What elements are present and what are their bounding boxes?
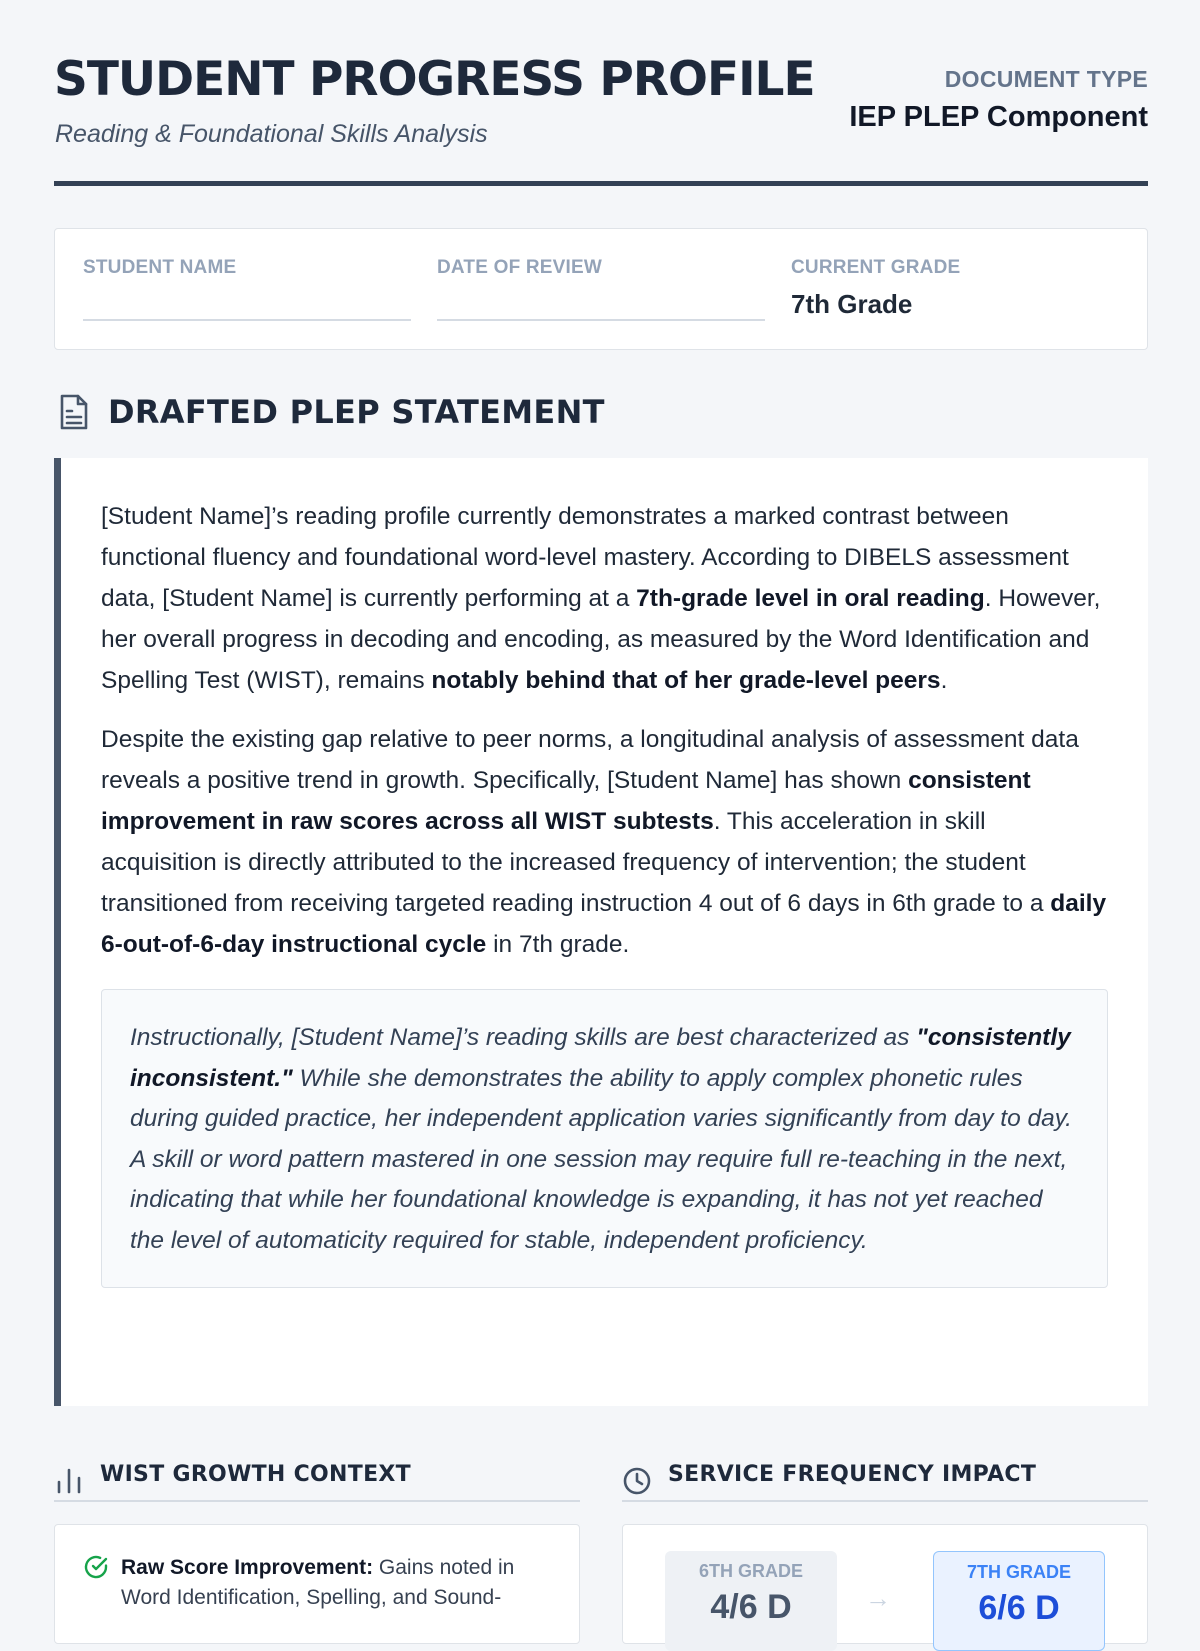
student-name-input-line[interactable] — [83, 291, 411, 321]
plep-section-heading — [54, 392, 605, 432]
document-type-value: IEP PLEP Component — [849, 101, 1148, 133]
growth-item-description: Gains noted in Word Identification, Spelling, and Sound- — [121, 1556, 515, 1609]
grade-7-frequency-box — [933, 1551, 1105, 1651]
bar-chart-icon — [54, 1464, 84, 1496]
page-subtitle: Reading & Foundational Skills Analysis — [55, 120, 488, 148]
paragraph-text: . However, her overall progress in decoding and encoding, as measured by the Word Identification and Spelling Test (WIST), remains — [101, 585, 1101, 694]
paragraph-text: Despite the existing gap relative to peer norms, a longitudinal analysis of assessment data reveals a positive trend in growth. Specifically, [Student Name] has shown — [101, 726, 1079, 794]
clock-icon — [622, 1464, 652, 1496]
service-section-heading — [622, 1458, 1148, 1502]
service-frequency-card — [622, 1524, 1148, 1644]
wist-growth-card — [54, 1524, 580, 1644]
document-type-block — [849, 66, 1148, 134]
document-icon — [54, 392, 92, 432]
current-grade-label: CURRENT GRADE — [791, 257, 961, 278]
paragraph-emphasis: daily 6-out-of-6-day instructional cycle — [101, 890, 1107, 958]
grade-7-value: 6/6 D — [978, 1589, 1060, 1627]
paragraph-emphasis: notably behind that of her grade-level peers — [431, 667, 941, 694]
review-date-input-line[interactable] — [437, 291, 765, 321]
plep-instructional-quote — [101, 989, 1108, 1288]
wist-section-heading — [54, 1458, 580, 1502]
paragraph-emphasis: 7th-grade level in oral reading — [636, 585, 985, 612]
paragraph-text: [Student Name]’s reading profile currently demonstrates a marked contrast between functional fluency and foundational word-level mastery. According to DIBELS assessment data, [Student Name] is currently performing at a — [101, 503, 1069, 612]
page-title: STUDENT PROGRESS PROFILE — [54, 52, 815, 107]
plep-section-title: DRAFTED PLEP STATEMENT — [108, 393, 605, 431]
current-grade-field — [791, 257, 1119, 320]
review-date-label: DATE OF REVIEW — [437, 257, 603, 278]
list-item — [83, 1553, 541, 1613]
quote-text: While she demonstrates the ability to apply complex phonetic rules during guided practice, her independent application varies significantly from day to day. A skill or word pattern mastered in one session may require full re-teaching in the next, indicating that while her foundational knowledge is expanding, it has not yet reached the level of automaticity required for stable, independent proficiency. — [130, 1064, 1072, 1254]
student-info-card — [54, 228, 1148, 350]
growth-item-text — [121, 1553, 541, 1613]
grade-6-frequency-box — [665, 1551, 837, 1651]
grade-6-label: 6TH GRADE — [698, 1561, 803, 1581]
document-header — [54, 0, 1148, 186]
plep-paragraph-2 — [101, 719, 1108, 965]
wist-section-title: WIST GROWTH CONTEXT — [100, 1462, 411, 1487]
check-circle-icon — [83, 1554, 109, 1580]
paragraph-text: . This acceleration in skill acquisition is directly attributed to the increased frequency of intervention; the student transitioned from receiving targeted reading instruction 4 out of 6 days in 6th grade to a — [101, 808, 1051, 917]
growth-item-label: Raw Score Improvement: — [121, 1556, 374, 1579]
paragraph-text: in 7th grade. — [486, 931, 630, 958]
student-name-field — [83, 257, 411, 321]
arrow-right-icon: → — [865, 1583, 891, 1613]
plep-statement-box — [54, 458, 1148, 1406]
student-name-label: STUDENT NAME — [83, 257, 237, 278]
plep-paragraph-1 — [101, 496, 1108, 701]
current-grade-value: 7th Grade — [791, 289, 913, 319]
quote-text: Instructionally, [Student Name]’s reading skills are best characterized as — [130, 1024, 917, 1051]
service-section-title: SERVICE FREQUENCY IMPACT — [668, 1462, 1037, 1487]
grade-7-label: 7TH GRADE — [966, 1562, 1071, 1582]
grade-6-value: 4/6 D — [710, 1588, 792, 1626]
review-date-field — [437, 257, 765, 321]
paragraph-text: . — [940, 667, 948, 694]
document-page — [54, 0, 1148, 1627]
paragraph-emphasis: consistent improvement in raw scores across all WIST subtests — [101, 767, 1031, 835]
quote-emphasis: "consistently inconsistent." — [130, 1024, 1071, 1092]
document-type-label: DOCUMENT TYPE — [944, 66, 1148, 92]
